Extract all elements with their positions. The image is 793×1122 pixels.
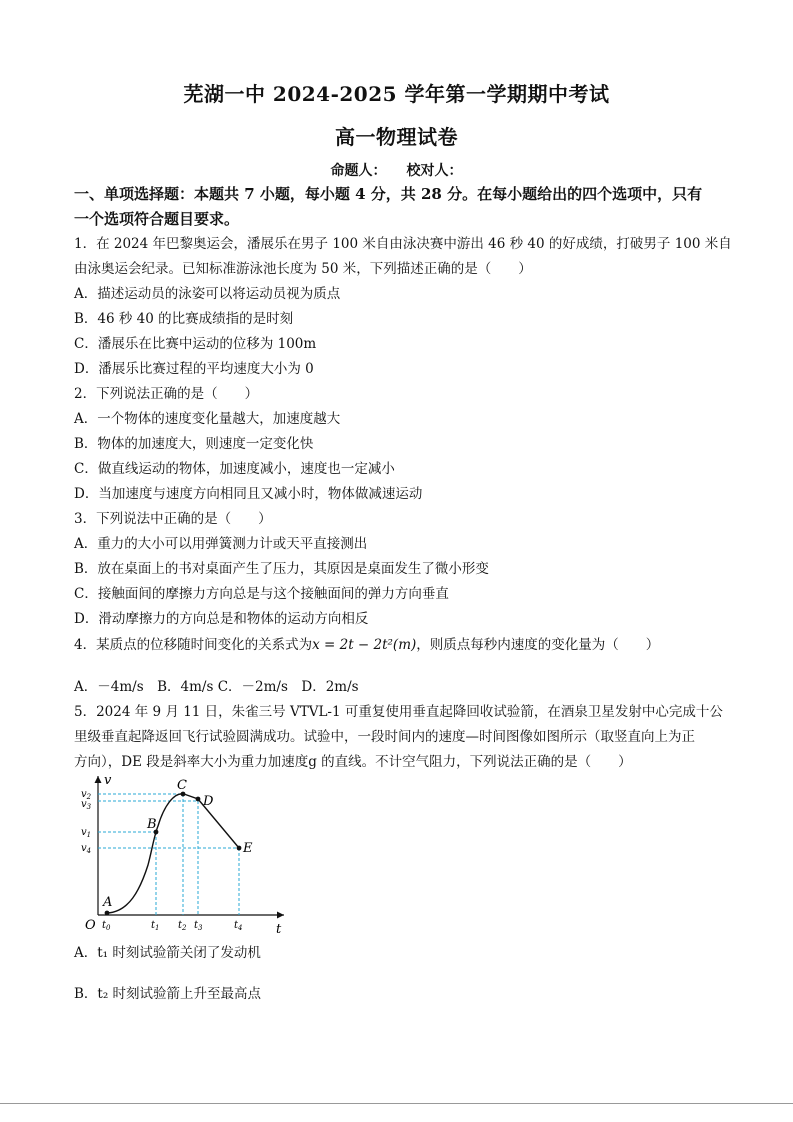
q5-option-b: B．t₂ 时刻试验箭上升至最高点 xyxy=(74,986,262,1002)
q2-option-a: A．一个物体的速度变化量越大，加速度越大 xyxy=(74,411,341,427)
vt-graph xyxy=(74,770,294,940)
q1-option-c: C．潘展乐在比赛中运动的位移为 100m xyxy=(74,336,317,352)
tick-v3: $v_3$ xyxy=(81,799,92,811)
q4-stem-pre: 4．某质点的位移随时间变化的关系式为 xyxy=(74,637,313,653)
q2-option-b: B．物体的加速度大，则速度一定变化快 xyxy=(74,436,314,452)
author-label: 命题人： xyxy=(330,163,387,179)
q2-option-d: D．当加速度与速度方向相同且又减小时，物体做减速运动 xyxy=(74,486,423,502)
q5-stem-line1: 5．2024 年 9 月 11 日，朱雀三号 VTVL-1 可重复使用垂直起降回收试验箭，在酒泉卫星发射中心完成十公 xyxy=(74,704,723,720)
tick-t2: $t_2$ xyxy=(178,920,187,932)
page-bottom-divider xyxy=(0,1103,793,1104)
q1-option-a: A．描述运动员的泳姿可以将运动员视为质点 xyxy=(74,286,341,302)
checker-label: 校对人： xyxy=(406,163,463,179)
tick-v4: $v_4$ xyxy=(81,843,92,855)
section-heading-line2: 一个选项符合题目要求。 xyxy=(74,210,240,228)
q5-option-a: A．t₁ 时刻试验箭关闭了发动机 xyxy=(74,945,261,961)
section-heading xyxy=(74,182,730,232)
vt-curve xyxy=(107,794,239,913)
q4-formula: x = 2t − 2t²(m) xyxy=(312,637,417,653)
q3-option-b: B．放在桌面上的书对桌面产生了压力，其原因是桌面发生了微小形变 xyxy=(74,561,489,577)
q5-stem-line2: 里级垂直起降返回飞行试验圆满成功。试验中，一段时间内的速度—时间图像如图所示（取竖直向上为正 xyxy=(74,729,695,745)
point-d xyxy=(196,797,201,802)
tick-v1: $v_1$ xyxy=(81,827,92,839)
q2-stem: 2．下列说法正确的是（ ） xyxy=(74,386,259,402)
tick-t3: $t_3$ xyxy=(194,920,203,932)
q4-stem xyxy=(74,636,734,654)
point-a xyxy=(105,911,110,916)
exam-title: 芜湖一中 2024-2025 学年第一学期期中考试 xyxy=(183,82,610,106)
axis-t-label: t xyxy=(276,922,282,937)
tick-v2: $v_2$ xyxy=(81,789,92,801)
author-line xyxy=(0,160,793,180)
label-a: A xyxy=(103,895,113,910)
q4-stem-post: ，则质点每秒内速度的变化量为（ ） xyxy=(416,637,660,653)
origin-label: O xyxy=(85,918,96,933)
q3-stem: 3．下列说法中正确的是（ ） xyxy=(74,511,272,527)
label-d: D xyxy=(203,794,214,809)
q1-stem-line2: 由泳奥运会纪录。已知标准游泳池长度为 50 米，下列描述正确的是（ ） xyxy=(74,261,532,277)
q3-option-c: C．接触面间的摩擦力方向总是与这个接触面间的弹力方向垂直 xyxy=(74,586,449,602)
q1-stem-line1: 1．在 2024 年巴黎奥运会，潘展乐在男子 100 米自由泳决赛中游出 46 秒 40 的好成绩，打破男子 100 米自 xyxy=(74,236,732,252)
q3-option-d: D．滑动摩擦力的方向总是和物体的运动方向相反 xyxy=(74,611,369,627)
q2-option-c: C．做直线运动的物体，加速度减小，速度也一定减小 xyxy=(74,461,395,477)
point-e xyxy=(237,846,242,851)
tick-t0: $t_0$ xyxy=(102,920,111,932)
tick-t4: $t_4$ xyxy=(234,920,243,932)
section-heading-line1: 一、单项选择题：本题共 7 小题，每小题 4 分，共 28 分。在每小题给出的四个选项中，只有 xyxy=(74,185,703,203)
exam-subtitle: 高一物理试卷 xyxy=(335,125,458,149)
label-b: B xyxy=(147,817,157,832)
q5-stem-line3: 方向），DE 段是斜率大小为重力加速度g 的直线。不计空气阻力，下列说法正确的是（ ） xyxy=(74,754,632,770)
q1-option-d: D．潘展乐比赛过程的平均速度大小为 0 xyxy=(74,361,314,377)
tick-t1: $t_1$ xyxy=(151,920,160,932)
label-c: C xyxy=(177,778,187,793)
q3-option-a: A．重力的大小可以用弹簧测力计或天平直接测出 xyxy=(74,536,368,552)
label-e: E xyxy=(243,841,253,856)
axis-v-label: v xyxy=(104,773,112,788)
dashed-guides xyxy=(98,794,239,915)
q4-options: A．－4m/s B．4m/s C．－2m/s D．2m/s xyxy=(74,679,359,695)
q1-option-b: B．46 秒 40 的比赛成绩指的是时刻 xyxy=(74,311,294,327)
